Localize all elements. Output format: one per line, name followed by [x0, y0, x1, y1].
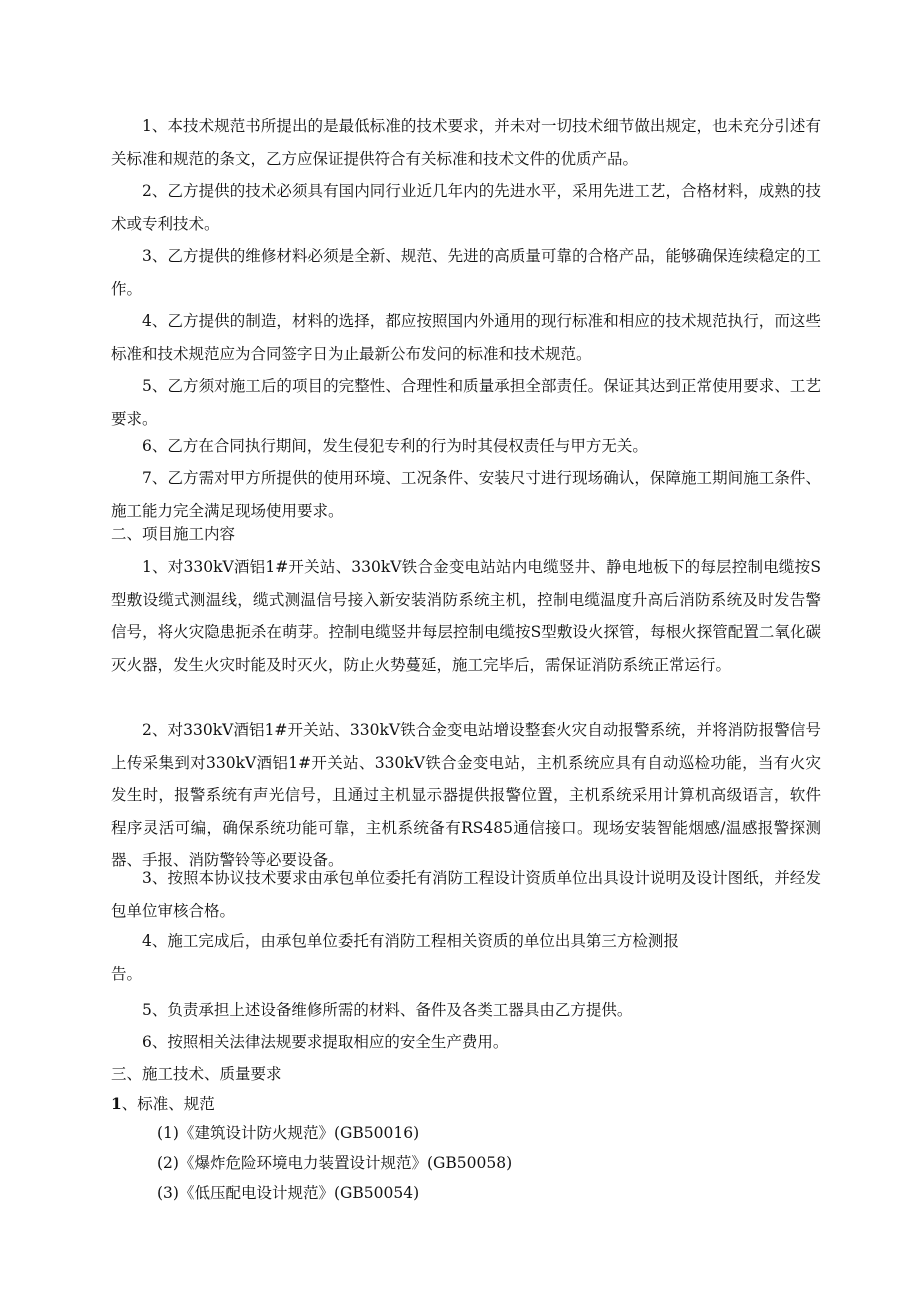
paragraph-3: 3、乙方提供的维修材料必须是全新、规范、先进的高质量可靠的合格产品，能够确保连续稳定的工作。 — [111, 247, 821, 298]
paragraph-7: 7、乙方需对甲方所提供的使用环境、工况条件、安装尺寸进行现场确认，保障施工期间施工条件、施工能力完全满足现场使用要求。 — [111, 469, 821, 520]
section-2-item-4-continued: 告。 — [111, 965, 143, 983]
section-2-item-6: 6、按照相关法律法规要求提取相应的安全生产费用。 — [142, 1033, 509, 1051]
subheading-number: 1 — [111, 1094, 122, 1113]
standard-reference-1: (1)《建筑设计防火规范》(GB50016) — [157, 1124, 420, 1142]
paragraph-6: 6、乙方在合同执行期间，发生侵犯专利的行为时其侵权责任与甲方无关。 — [142, 437, 648, 455]
section-2-item-3: 3、按照本协议技术要求由承包单位委托有消防工程设计资质单位出具设计说明及设计图纸，并经发包单位审核合格。 — [111, 869, 821, 920]
paragraph-4: 4、乙方提供的制造，材料的选择，都应按照国内外通用的现行标准和相应的技术规范执行，而这些标准和技术规范应为合同签字日为止最新公布发问的标准和技术规范。 — [111, 312, 821, 363]
paragraph-2: 2、乙方提供的技术必须具有国内同行业近几年内的先进水平，采用先进工艺，合格材料，成熟的技术或专利技术。 — [111, 182, 821, 233]
section-2-item-5: 5、负责承担上述设备维修所需的材料、备件及各类工器具由乙方提供。 — [142, 1001, 633, 1019]
section-2-heading: 二、项目施工内容 — [111, 525, 236, 543]
section-2-item-2: 2、对330kV酒铝1#开关站、330kV铁合金变电站增设整套火灾自动报警系统，并将消防报警信号上传采集到对330kV酒铝1#开关站、330kV铁合金变电站，主机系统应具有自动巡检功能，当有火灾发生时，报警系统有声光信号，且通过主机显示器提供报警位置，主机系统采用计算机高级语言，软件程序灵活可编，确保系统功能可靠，主机系统备有RS485通信接口。现场安装智能烟感/温感报警探测器、手报、消防警铃等必要设备。 — [111, 721, 821, 869]
section-2-item-4: 4、施工完成后，由承包单位委托有消防工程相关资质的单位出具第三方检测报 — [142, 932, 679, 950]
standard-reference-3: (3)《低压配电设计规范》(GB50054) — [157, 1184, 420, 1202]
subheading-title: 、标准、规范 — [121, 1095, 215, 1113]
section-2-item-1: 1、对330kV酒铝1#开关站、330kV铁合金变电站站内电缆竖井、静电地板下的每层控制电缆按S型敷设缆式测温线，缆式测温信号接入新安装消防系统主机，控制电缆温度升高后消防系统及时发告警信号，将火灾隐患扼杀在萌芽。控制电缆竖井每层控制电缆按S型敷设火探管，每根火探管配置二氧化碳灭火器，发生火灾时能及时灭火，防止火势蔓延，施工完毕后，需保证消防系统正常运行。 — [111, 558, 821, 674]
paragraph-1: 1、本技术规范书所提出的是最低标准的技术要求，并未对一切技术细节做出规定，也未充分引述有关标准和规范的条文，乙方应保证提供符合有关标准和技术文件的优质产品。 — [111, 117, 821, 168]
section-3-subheading — [111, 1088, 215, 1120]
paragraph-5: 5、乙方须对施工后的项目的完整性、合理性和质量承担全部责任。保证其达到正常使用要求、工艺要求。 — [111, 377, 821, 428]
standard-reference-2: (2)《爆炸危险环境电力装置设计规范》(GB50058) — [157, 1154, 513, 1172]
section-3-heading: 三、施工技术、质量要求 — [111, 1065, 282, 1083]
